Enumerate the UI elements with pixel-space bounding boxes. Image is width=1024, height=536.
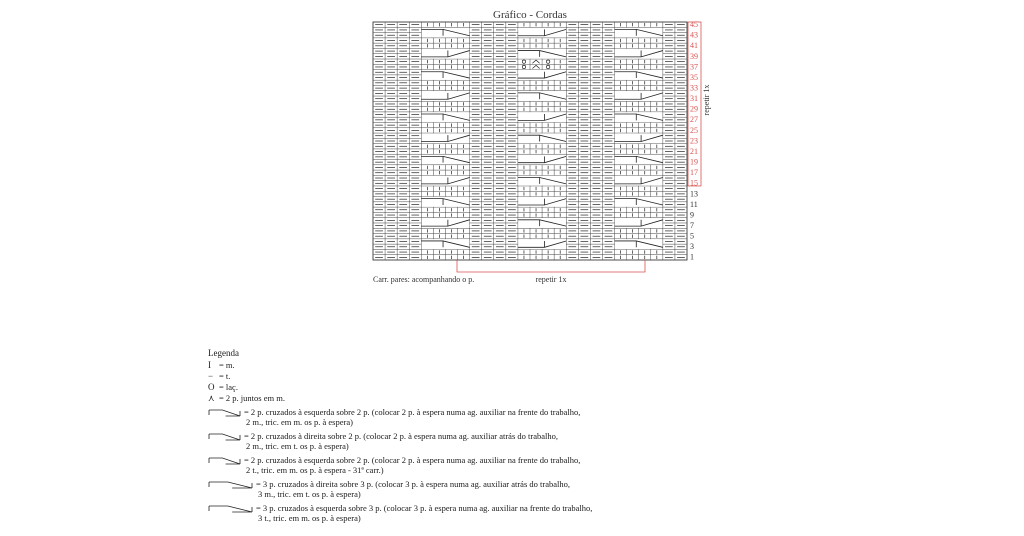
row-number: 17 — [690, 168, 698, 178]
row-number: 41 — [690, 41, 698, 51]
purl-icon: − — [208, 370, 214, 381]
knit-icon: I — [208, 359, 211, 370]
legend-item-label: = laç. — [219, 381, 238, 392]
legend-cable-line1: = 3 p. cruzados à esquerda sobre 3 p. (colocar 3 p. à espera numa ag. auxiliar na frente do trabalho, — [256, 502, 593, 513]
legend-item — [208, 393, 678, 404]
legend-cable-line2: 2 t., tric. em m. os p. à espera - 31ª carr.) — [246, 465, 384, 475]
legend-cable-line2: 2 m., tric. em m. os p. à espera) — [246, 417, 353, 427]
row-number: 35 — [690, 72, 698, 82]
row-number: 27 — [690, 115, 698, 125]
legend-item-label: = t. — [219, 370, 231, 381]
horizontal-repeat-bracket — [457, 260, 645, 272]
cable-2-left-icon — [208, 408, 242, 418]
legend-item — [208, 371, 678, 382]
row-number: 3 — [690, 242, 694, 252]
row-number: 45 — [690, 20, 698, 30]
legend-cable-line1: = 2 p. cruzados à esquerda sobre 2 p. (colocar 2 p. à espera numa ag. auxiliar na frente do trabalho, — [244, 406, 581, 417]
row-number: 9 — [690, 210, 694, 220]
k2tog-icon: ⋏ — [208, 392, 215, 403]
row-number: 39 — [690, 51, 698, 61]
row-number: 33 — [690, 83, 698, 93]
legend-item-label: = m. — [219, 359, 235, 370]
legend-cable-line2: 3 m., tric. em t. os p. à espera) — [258, 489, 361, 499]
legend-cable-item — [208, 431, 678, 452]
legend — [208, 348, 678, 524]
legend-cable-line1: = 3 p. cruzados à direita sobre 3 p. (colocar 3 p. à espera numa ag. auxiliar atrás do trabalho, — [256, 478, 570, 489]
legend-item — [208, 360, 678, 371]
row-number: 7 — [690, 221, 694, 231]
cable-3-left-icon — [208, 504, 254, 514]
vertical-repeat-label: repetir 1x — [702, 84, 711, 116]
cable-3-right-icon — [208, 480, 254, 490]
horizontal-repeat-label: repetir 1x — [535, 275, 567, 284]
yarn-over-icon: O — [208, 381, 215, 392]
legend-cable-line2: 2 m., tric. em t. os p. à espera) — [246, 441, 349, 451]
even-rows-note: Carr. pares: acompanhando o p. — [373, 275, 475, 284]
legend-cable-item — [208, 407, 678, 428]
row-number: 13 — [690, 189, 698, 199]
chart-title: Gráfico - Cordas — [493, 9, 567, 21]
legend-cable-line1: = 2 p. cruzados à direita sobre 2 p. (colocar 2 p. à espera numa ag. auxiliar atrás do trabalho, — [244, 430, 558, 441]
row-number: 25 — [690, 125, 698, 135]
legend-item-label: = 2 p. juntos em m. — [219, 392, 285, 403]
legend-title: Legenda — [208, 348, 239, 358]
row-number: 19 — [690, 157, 698, 167]
row-number: 31 — [690, 94, 698, 104]
legend-cable-line1: = 2 p. cruzados à esquerda sobre 2 p. (colocar 2 p. à espera numa ag. auxiliar na frente do trabalho, — [244, 454, 581, 465]
row-number: 37 — [690, 62, 698, 72]
row-number: 11 — [690, 199, 698, 209]
row-number: 21 — [690, 146, 698, 156]
cable-2-left-purl-icon — [208, 456, 242, 466]
legend-cable-item — [208, 479, 678, 500]
row-number: 15 — [690, 178, 698, 188]
row-number: 23 — [690, 136, 698, 146]
legend-cable-item — [208, 455, 678, 476]
row-number: 29 — [690, 104, 698, 114]
legend-cable-line2: 3 t., tric. em m. os p. à espera) — [258, 513, 361, 523]
cable-2-right-icon — [208, 432, 242, 442]
legend-cable-item — [208, 503, 678, 524]
row-number: 43 — [690, 30, 698, 40]
row-number: 5 — [690, 231, 694, 241]
legend-item — [208, 382, 678, 393]
row-number: 1 — [690, 252, 694, 262]
